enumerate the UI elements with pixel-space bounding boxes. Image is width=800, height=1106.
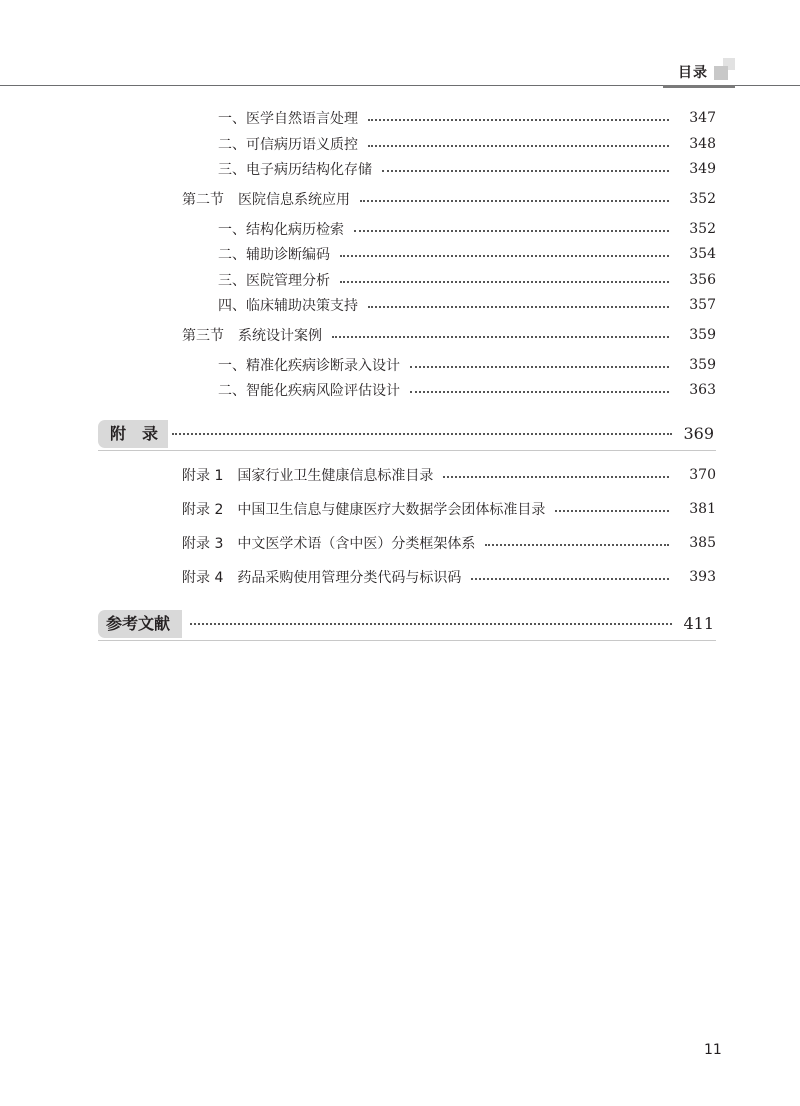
toc-entry-page: 370: [689, 467, 716, 483]
chapter-tab-label: 附 录: [110, 424, 159, 443]
toc-appendix-label: 附录 3 中文医学术语（含中医）分类框架体系: [182, 536, 476, 552]
toc-section-entry[interactable]: [182, 323, 716, 347]
toc-entry[interactable]: [218, 132, 716, 156]
toc-entry-label: 四、临床辅助决策支持: [218, 298, 358, 314]
chapter-tab-references[interactable]: [98, 610, 716, 638]
toc-entry-page: 356: [689, 272, 716, 288]
toc-entry-page: 352: [689, 221, 716, 237]
toc-entry-page: 359: [689, 327, 716, 343]
toc-entry-page: 348: [689, 136, 716, 152]
header-decor-square-dark: [714, 66, 728, 80]
toc-entry-page: 381: [689, 501, 716, 517]
toc-entry[interactable]: [218, 157, 716, 181]
toc-entry-label: 一、精准化疾病诊断录入设计: [218, 358, 400, 374]
leader-dots: [368, 119, 669, 121]
toc-entry-page: 357: [689, 297, 716, 313]
running-header-title: 目录: [678, 65, 708, 81]
toc-entry-page: 385: [689, 535, 716, 551]
toc-entry-page: 352: [689, 191, 716, 207]
chapter-tab-appendix[interactable]: [98, 420, 716, 448]
toc-entry[interactable]: [218, 353, 716, 377]
leader-dots: [382, 170, 669, 172]
toc-appendix-label: 附录 1 国家行业卫生健康信息标准目录: [182, 468, 434, 484]
leader-dots: [555, 510, 669, 512]
toc-entry-label: 二、辅助诊断编码: [218, 247, 330, 263]
toc-section-entry[interactable]: [182, 187, 716, 211]
toc-appendix-entry[interactable]: [182, 463, 716, 487]
toc-entry-label: 一、结构化病历检索: [218, 222, 344, 238]
toc-entry[interactable]: [218, 242, 716, 266]
toc-entry[interactable]: [218, 378, 716, 402]
page-number: 11: [704, 1042, 722, 1058]
toc-entry-page: 347: [689, 110, 716, 126]
leader-dots: [354, 230, 669, 232]
leader-dots: [360, 200, 669, 202]
leader-dots: [190, 623, 672, 625]
toc-entry-label: 二、可信病历语义质控: [218, 137, 358, 153]
leader-dots: [368, 306, 669, 308]
chapter-tab-underline: [98, 640, 716, 641]
toc-entry-page: 354: [689, 246, 716, 262]
leader-dots: [172, 433, 672, 435]
toc-entry[interactable]: [218, 268, 716, 292]
leader-dots: [443, 476, 669, 478]
toc-entry-page: 363: [689, 382, 716, 398]
leader-dots: [368, 145, 669, 147]
toc-appendix-entry[interactable]: [182, 497, 716, 521]
chapter-tab-label: 参考文献: [106, 614, 171, 633]
toc-appendix-label: 附录 4 药品采购使用管理分类代码与标识码: [182, 570, 462, 586]
leader-dots: [410, 366, 669, 368]
chapter-tab-page: 369: [683, 424, 714, 443]
toc-entry-label: 一、医学自然语言处理: [218, 111, 358, 127]
toc-entry[interactable]: [218, 106, 716, 130]
leader-dots: [485, 544, 669, 546]
toc-entry-page: 393: [689, 569, 716, 585]
chapter-tab-underline: [98, 450, 716, 451]
toc-appendix-label: 附录 2 中国卫生信息与健康医疗大数据学会团体标准目录: [182, 502, 546, 518]
toc-entry-label: 二、智能化疾病风险评估设计: [218, 383, 400, 399]
toc-appendix-entry[interactable]: [182, 531, 716, 555]
chapter-tab-page: 411: [683, 614, 714, 633]
toc-section-label: 第二节 医院信息系统应用: [182, 192, 350, 208]
leader-dots: [471, 578, 669, 580]
toc-entry-page: 349: [689, 161, 716, 177]
toc-entry-page: 359: [689, 357, 716, 373]
toc-entry-label: 三、电子病历结构化存储: [218, 162, 372, 178]
header-accent-bar: [663, 85, 735, 88]
leader-dots: [340, 281, 669, 283]
toc-entry[interactable]: [218, 293, 716, 317]
leader-dots: [340, 255, 669, 257]
leader-dots: [332, 336, 669, 338]
toc-section-label: 第三节 系统设计案例: [182, 328, 322, 344]
leader-dots: [410, 391, 669, 393]
toc-entry-label: 三、医院管理分析: [218, 273, 330, 289]
toc-entry[interactable]: [218, 217, 716, 241]
toc-appendix-entry[interactable]: [182, 565, 716, 589]
